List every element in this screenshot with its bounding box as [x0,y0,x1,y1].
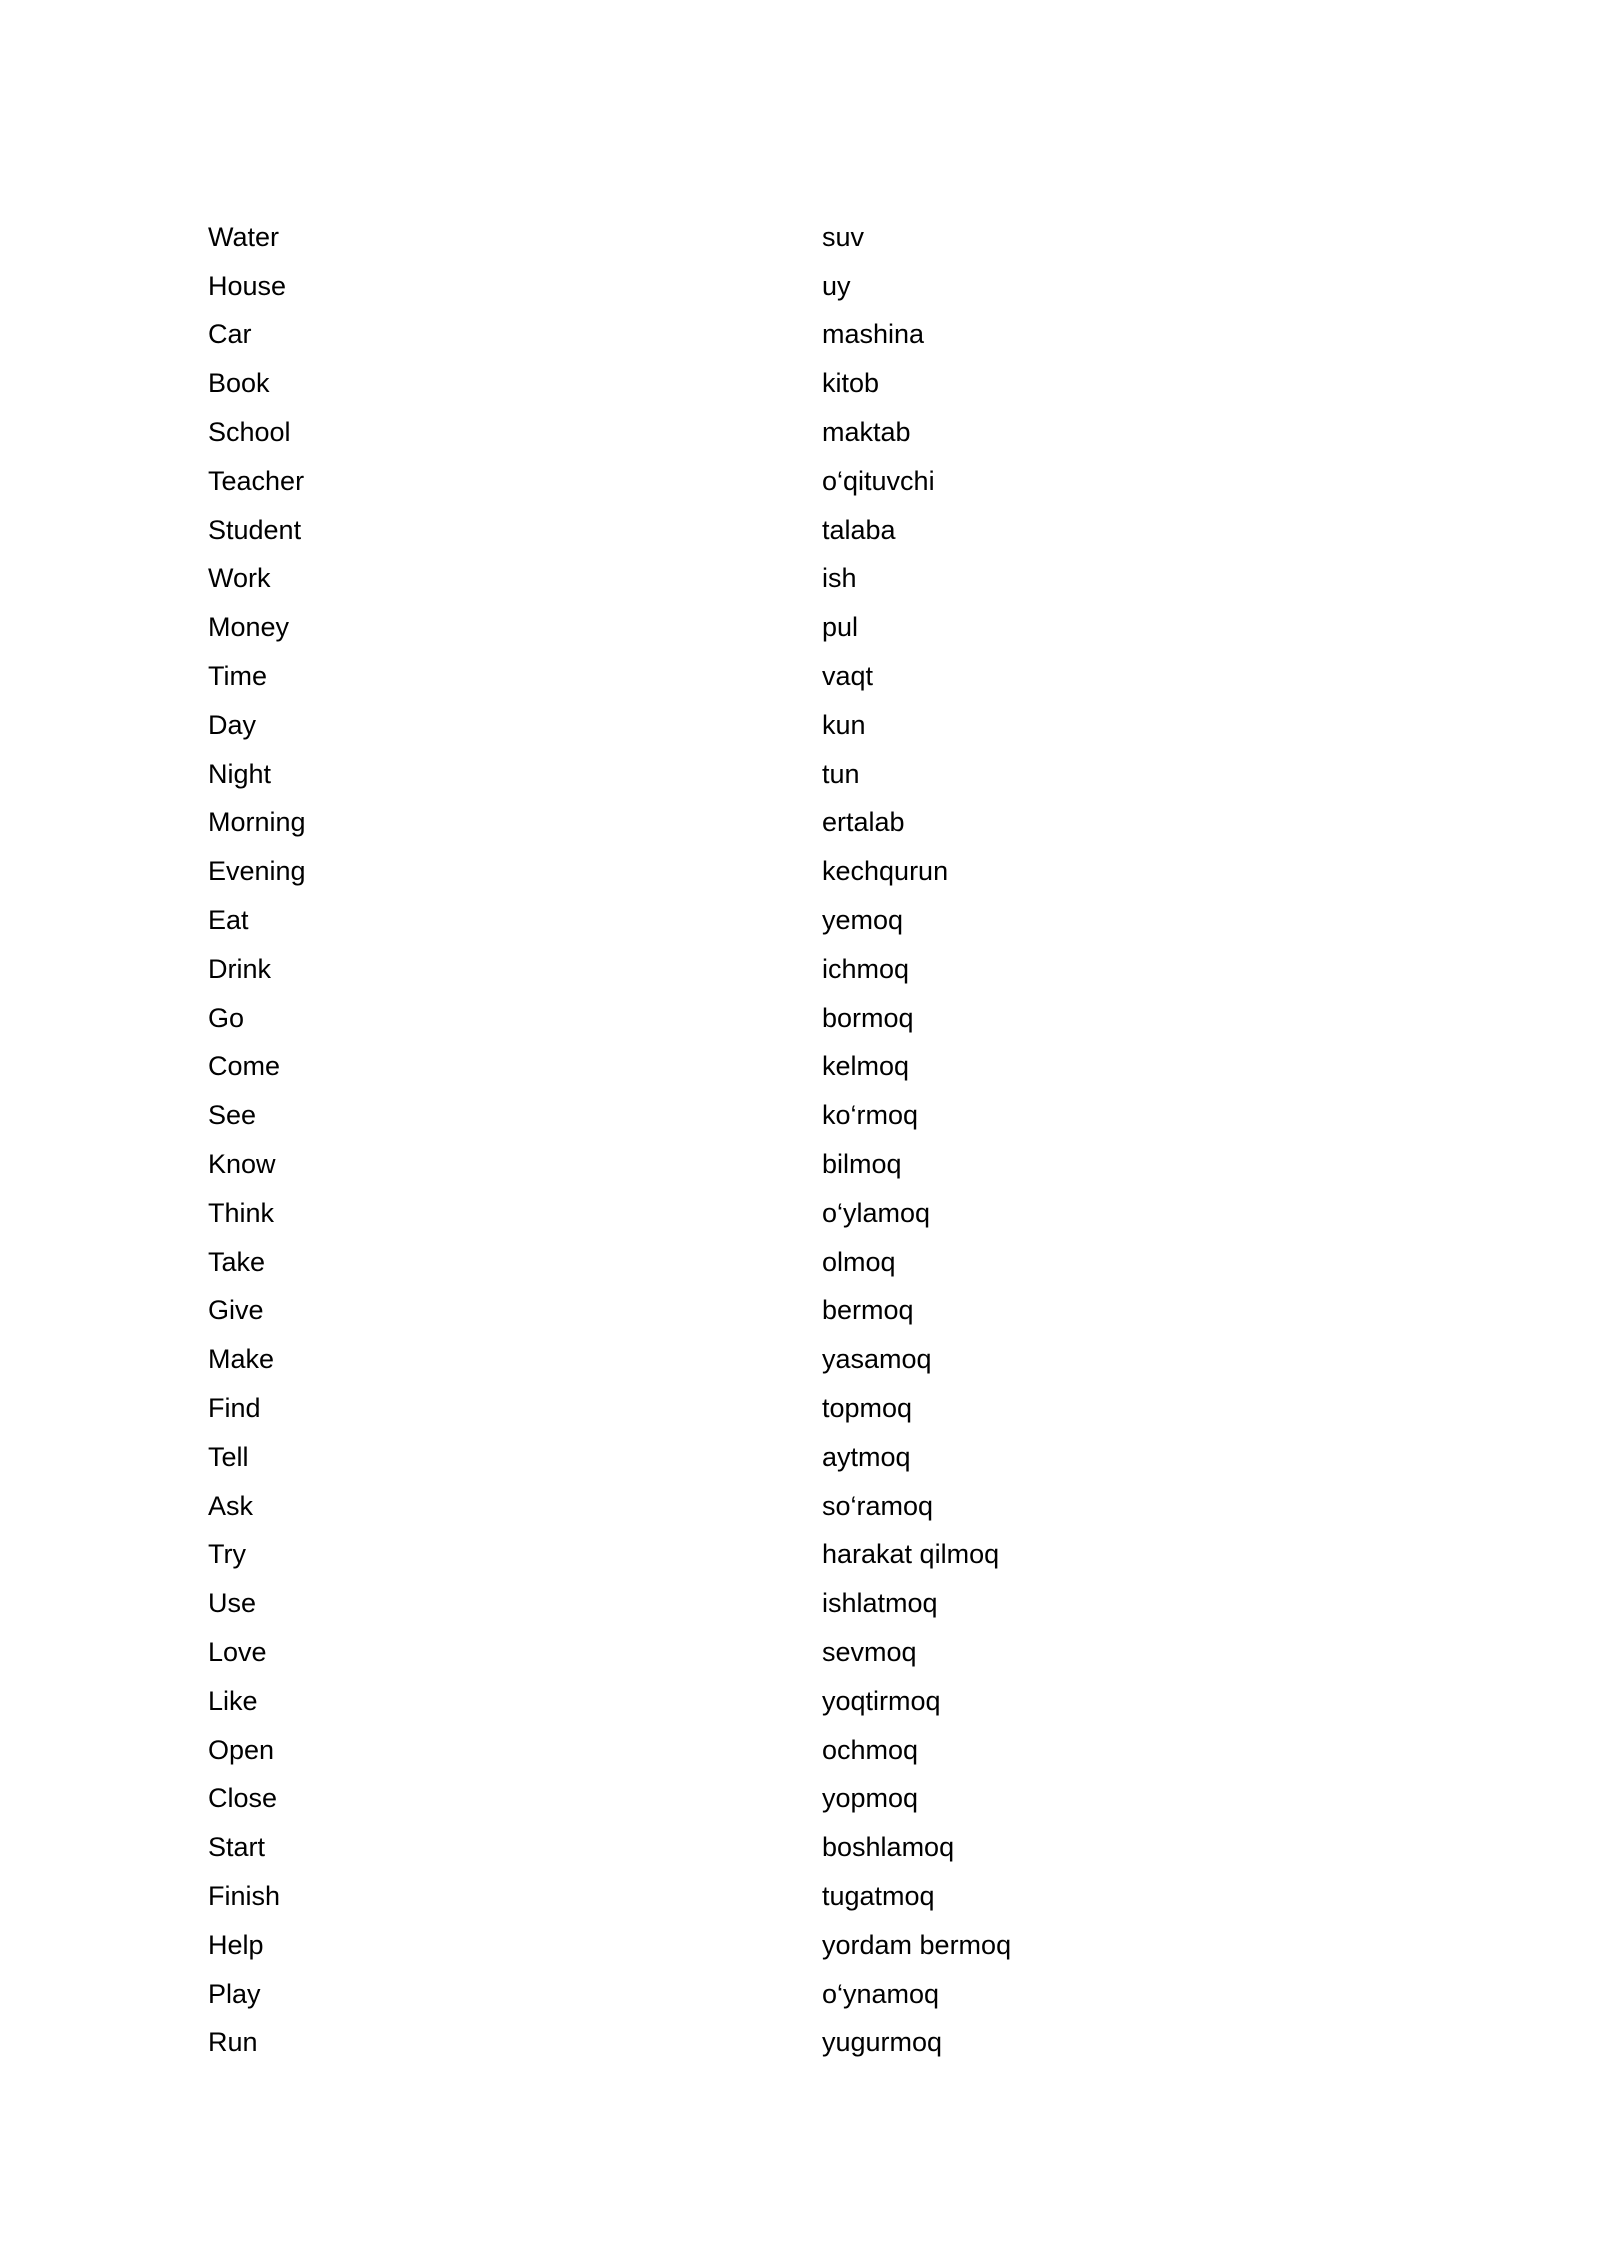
uzbek-translation: yoqtirmoq [822,1685,941,1716]
uzbek-translation: o‘ynamoq [822,1978,940,2009]
uzbek-translation: o‘qituvchi [822,465,935,496]
english-word: Car [208,319,252,350]
uzbek-translation: kun [822,709,866,740]
vocabulary-row [208,1677,1208,1726]
uzbek-translation: bormoq [822,1002,914,1033]
uzbek-translation: uy [822,270,851,301]
vocabulary-row [208,555,1208,604]
uzbek-translation: suv [822,221,865,252]
uzbek-translation: ertalab [822,807,905,838]
vocabulary-row [208,1579,1208,1628]
english-word: Money [208,612,290,643]
english-word: Help [208,1929,264,1960]
vocabulary-row [208,1482,1208,1531]
vocabulary-row [208,1287,1208,1336]
english-word: Play [208,1978,261,2009]
english-word: Love [208,1637,267,1667]
uzbek-translation: ko‘rmoq [822,1100,919,1131]
english-word: Water [208,221,280,252]
vocabulary-row [208,1140,1208,1189]
english-word: Come [208,1051,281,1082]
uzbek-translation: mashina [822,319,925,350]
english-word: Time [208,661,267,692]
vocabulary-row [208,652,1208,701]
english-word: Drink [208,953,272,984]
uzbek-translation: harakat qilmoq [822,1539,1000,1570]
english-word: Like [208,1685,258,1716]
vocabulary-row [208,1531,1208,1580]
uzbek-translation: aytmoq [822,1441,911,1472]
vocabulary-list [208,213,1208,2067]
uzbek-translation: topmoq [822,1393,913,1424]
vocabulary-row [208,701,1208,750]
english-word: Book [208,368,270,399]
english-word: Open [208,1734,275,1765]
english-word: Student [208,514,302,545]
vocabulary-row [208,750,1208,799]
english-word: School [208,417,291,448]
english-word: Go [208,1002,245,1033]
vocabulary-row [208,408,1208,457]
uzbek-translation: yasamoq [822,1344,932,1375]
vocabulary-row [208,359,1208,408]
vocabulary-row [208,896,1208,945]
uzbek-translation: kechqurun [822,856,949,887]
uzbek-translation: yemoq [822,905,904,936]
uzbek-translation: bilmoq [822,1149,902,1180]
vocabulary-row [208,1335,1208,1384]
english-word: Make [208,1344,275,1375]
uzbek-translation: ish [822,563,857,594]
vocabulary-row [208,506,1208,555]
uzbek-translation: vaqt [822,661,874,692]
english-word: Start [208,1832,266,1863]
vocabulary-row [208,1384,1208,1433]
uzbek-translation: ochmoq [822,1734,919,1765]
english-word: House [208,270,287,301]
english-word: Night [208,758,272,789]
vocabulary-row [208,847,1208,896]
english-word: Ask [208,1490,254,1521]
uzbek-translation: kitob [822,368,880,399]
vocabulary-row [208,1043,1208,1092]
english-word: Evening [208,856,306,887]
english-word: Work [208,563,271,594]
uzbek-translation: maktab [822,417,911,448]
vocabulary-row [208,1726,1208,1775]
vocabulary-row [208,1872,1208,1921]
english-word: Give [208,1295,264,1326]
uzbek-translation: olmoq [822,1246,896,1277]
vocabulary-row [208,1970,1208,2019]
vocabulary-row [208,2018,1208,2067]
english-word: Think [208,1197,275,1228]
vocabulary-row [208,311,1208,360]
english-word: Find [208,1393,261,1424]
uzbek-translation: boshlamoq [822,1832,955,1863]
vocabulary-row [208,945,1208,994]
english-word: Take [208,1246,266,1277]
english-word: See [208,1100,257,1131]
vocabulary-row [208,262,1208,311]
english-word: Try [208,1539,246,1570]
uzbek-translation: bermoq [822,1295,914,1326]
uzbek-translation: ishlatmoq [822,1588,938,1619]
uzbek-translation: tun [822,758,860,789]
uzbek-translation: yordam bermoq [822,1929,1012,1960]
uzbek-translation: sevmoq [822,1637,917,1667]
uzbek-translation: yugurmoq [822,2027,943,2058]
uzbek-translation: o‘ylamoq [822,1197,931,1228]
uzbek-translation: ichmoq [822,953,910,984]
english-word: Teacher [208,465,305,496]
uzbek-translation: kelmoq [822,1051,910,1082]
english-word: Use [208,1588,257,1619]
english-word: Morning [208,807,306,838]
vocabulary-row [208,457,1208,506]
vocabulary-row [208,1775,1208,1824]
uzbek-translation: so‘ramoq [822,1490,934,1521]
english-word: Run [208,2027,258,2058]
uzbek-translation: pul [822,612,859,643]
vocabulary-row [208,1091,1208,1140]
english-word: Know [208,1149,276,1180]
english-word: Tell [208,1441,249,1472]
english-word: Eat [208,905,249,936]
english-word: Day [208,709,257,740]
uzbek-translation: talaba [822,514,896,545]
vocabulary-row [208,603,1208,652]
english-word: Finish [208,1880,281,1911]
vocabulary-row [208,1238,1208,1287]
vocabulary-row [208,1433,1208,1482]
vocabulary-row [208,1823,1208,1872]
vocabulary-row [208,1628,1208,1677]
uzbek-translation: tugatmoq [822,1880,935,1911]
vocabulary-row [208,994,1208,1043]
uzbek-translation: yopmoq [822,1783,919,1814]
vocabulary-row [208,1921,1208,1970]
vocabulary-row [208,1189,1208,1238]
vocabulary-row [208,799,1208,848]
vocabulary-row [208,213,1208,262]
english-word: Close [208,1783,278,1814]
